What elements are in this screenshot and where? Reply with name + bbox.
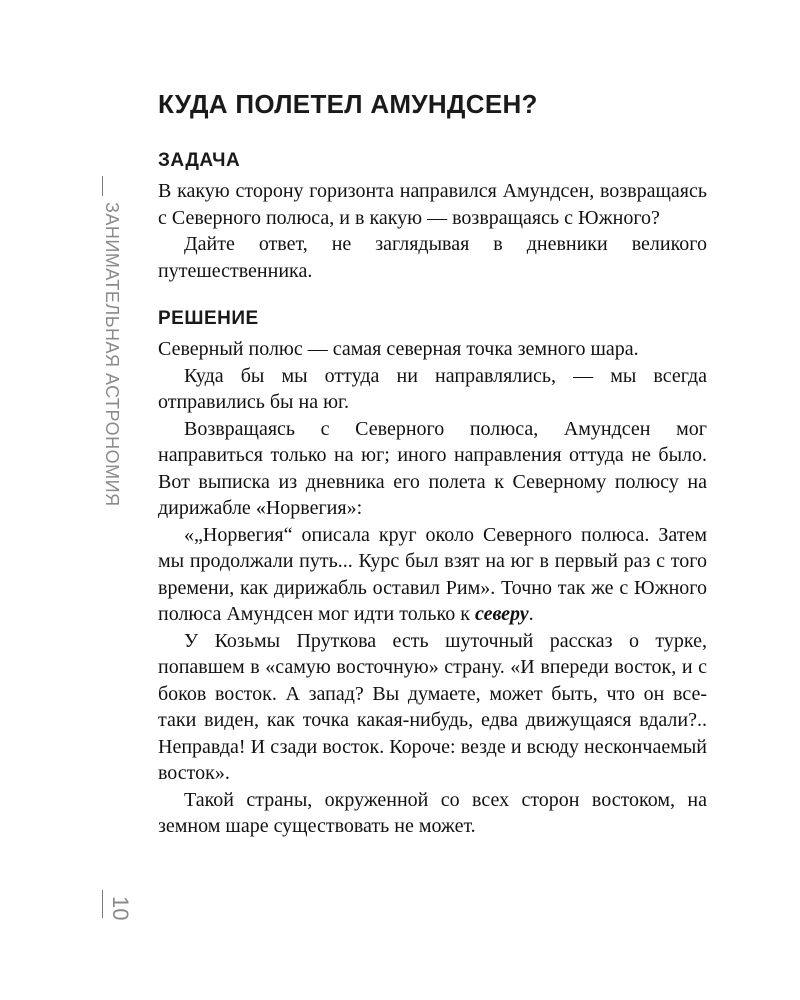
solution-paragraph: Возвращаясь с Северного полюса, Амундсен мог направиться только на юг; иного направления оттуда не было. Вот выписка из дневника его полета к Северному полюсу на дирижабле «Норвегия»: bbox=[158, 417, 707, 519]
running-head: ЗАНИМАТЕЛЬНАЯ АСТРОНОМИЯ bbox=[102, 202, 122, 507]
page-content bbox=[158, 84, 707, 840]
solution-paragraph: Северный полюс — самая северная точка земного шара. bbox=[158, 338, 639, 360]
solution-paragraph: У Козьмы Пруткова есть шуточный рассказ о турке, попавшем в «самую восточную» страну. «И впереди восток, и с боков восток. А запад? Вы думаете, может быть, что он все-таки виден, как точка какая-нибудь, едва движущаяся вдали?.. Неправда! И сзади восток. Короче: везде и всюду нескончаемый восток». bbox=[158, 629, 707, 784]
page-number: 10 bbox=[108, 896, 133, 921]
quote-end: . bbox=[528, 603, 534, 625]
quote-text: «„Норвегия“ описала круг около Северного полюса. Затем мы продолжали путь... Курс был взят на юг в первый раз с того времени, как дирижабль оставил Рим». Точно так же с Южного полюса Амундсен мог идти только к bbox=[158, 523, 707, 625]
chapter-title: КУДА ПОЛЕТЕЛ АМУНДСЕН? bbox=[158, 89, 538, 119]
margin-rule-top bbox=[102, 176, 103, 196]
task-heading: ЗАДАЧА bbox=[158, 150, 241, 171]
solution-heading: РЕШЕНИЕ bbox=[158, 308, 259, 329]
solution-paragraph: Куда бы мы оттуда ни направлялись, — мы всегда отправились бы на юг. bbox=[158, 364, 707, 413]
margin-rule-bottom bbox=[102, 890, 103, 918]
emphasized-word: северу bbox=[474, 603, 529, 625]
task-paragraph: В какую сторону горизонта направился Амундсен, возвращаясь с Северного полюса, и в какую — возвращаясь с Южного? bbox=[158, 180, 707, 229]
solution-paragraph-quote bbox=[158, 522, 707, 628]
task-paragraph: Дайте ответ, не заглядывая в дневники великого путешественника. bbox=[158, 233, 707, 282]
solution-paragraph: Такой страны, окруженной со всех сторон востоком, на земном шаре существовать не может. bbox=[158, 788, 707, 837]
